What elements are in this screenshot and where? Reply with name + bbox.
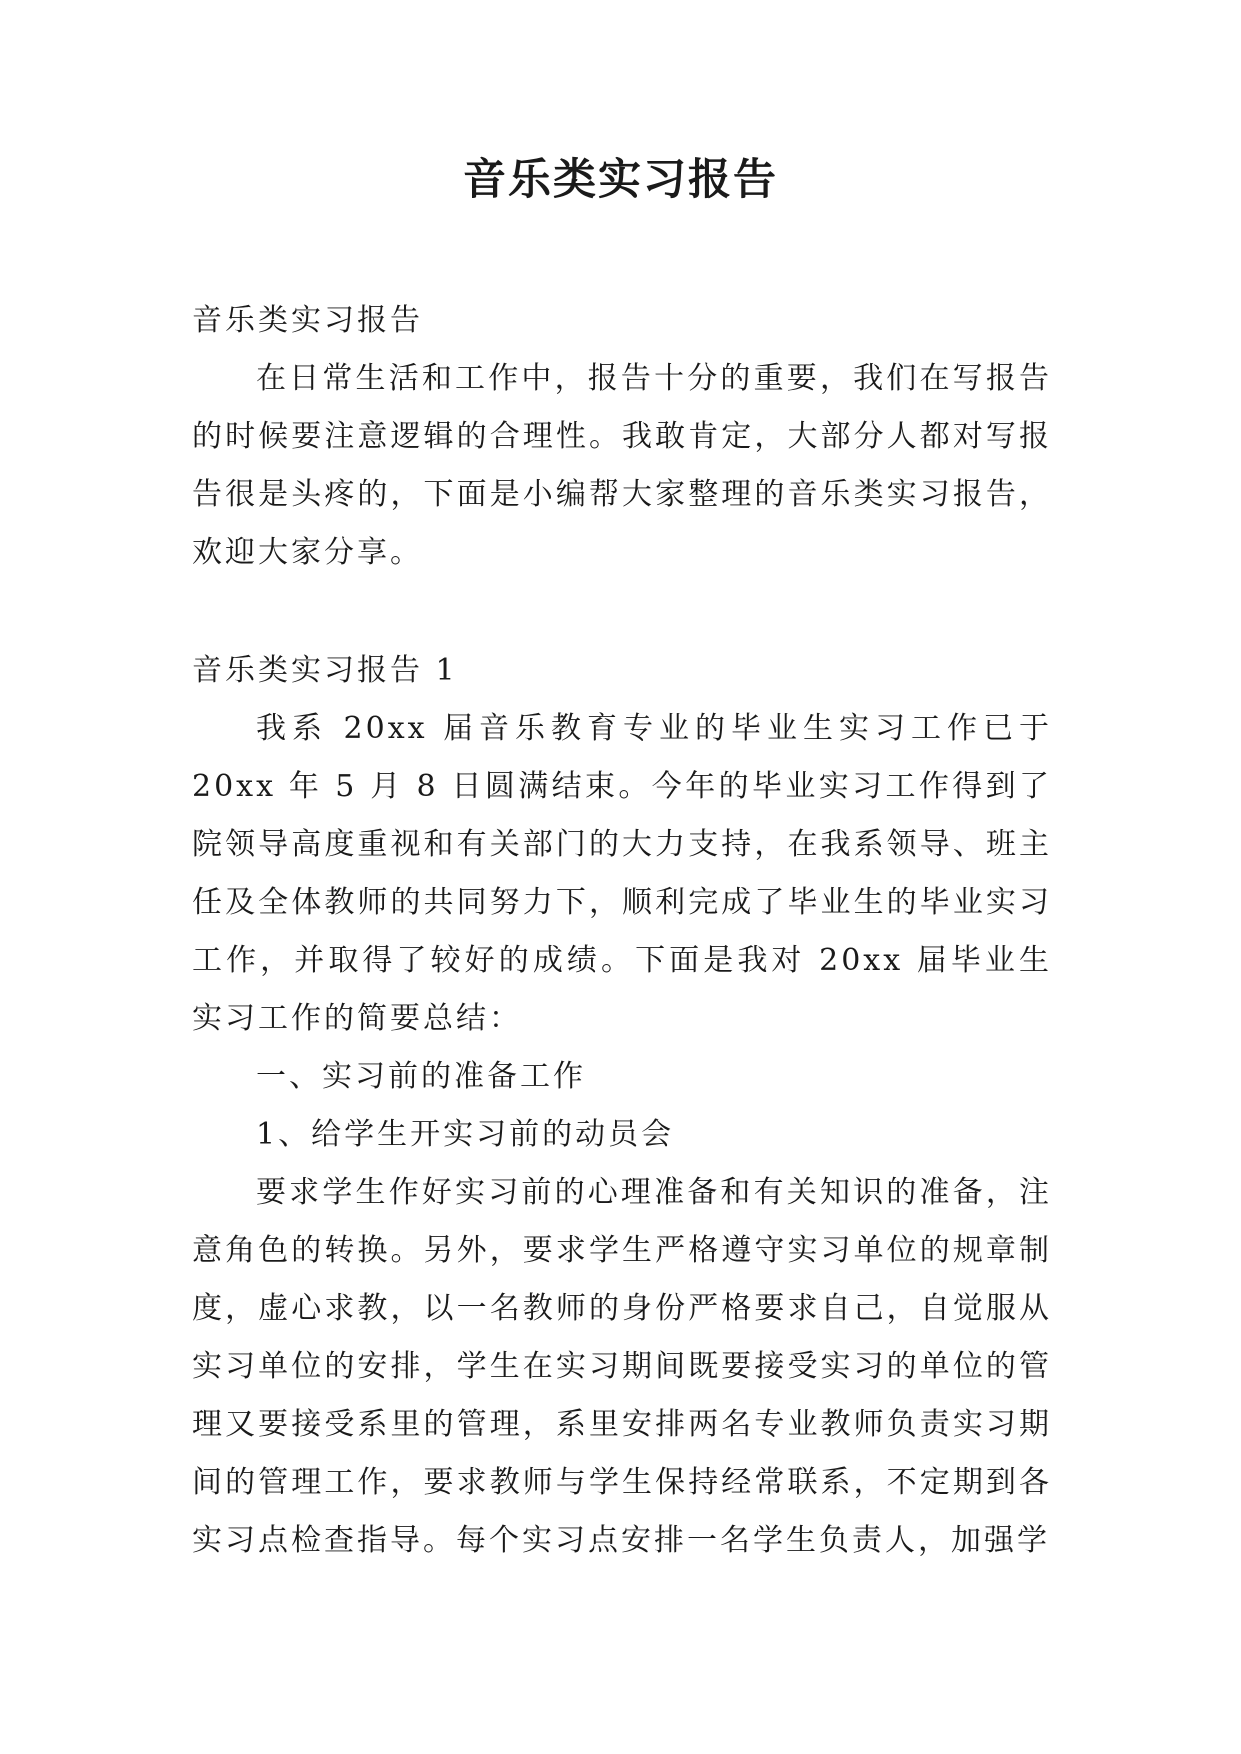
- subheading-mobilization: 1、给学生开实习前的动员会: [256, 1117, 675, 1152]
- section-paragraph-2: 要求学生作好实习前的心理准备和有关知识的准备，注意角色的转换。另外，要求学生严格遵守实习单位的规章制度，虚心求教，以一名教师的身份严格要求自己，自觉服从实习单位的安排，学生在实习期间既要接受实习的单位的管理又要接受系里的管理，系里安排两名专业教师负责实习期间的管理工作，要求教师与学生保持经常联系，不定期到各实习点检查指导。每个实习点安排一名学生负责人，加强学: [192, 1175, 1052, 1558]
- section-heading: 音乐类实习报告 1: [192, 653, 458, 688]
- section-paragraph-1: 我系 20xx 届音乐教育专业的毕业生实习工作已于 20xx 年 5 月 8 日圆满结束。今年的毕业实习工作得到了院领导高度重视和有关部门的大力支持，在我系领导、班主任及全体教师的共同努力下，顺利完成了毕业生的毕业实习工作，并取得了较好的成绩。下面是我对 20xx 届毕业生实习工作的简要总结：: [192, 711, 1052, 1036]
- intro-section: [192, 292, 1052, 582]
- subheading-preparation: 一、实习前的准备工作: [256, 1059, 586, 1094]
- intro-paragraph: 在日常生活和工作中，报告十分的重要，我们在写报告的时候要注意逻辑的合理性。我敢肯定，大部分人都对写报告很是头疼的，下面是小编帮大家整理的音乐类实习报告，欢迎大家分享。: [192, 361, 1052, 570]
- report-section-1: [192, 642, 1052, 1570]
- intro-heading: 音乐类实习报告: [192, 303, 423, 338]
- document-title: 音乐类实习报告: [463, 155, 778, 205]
